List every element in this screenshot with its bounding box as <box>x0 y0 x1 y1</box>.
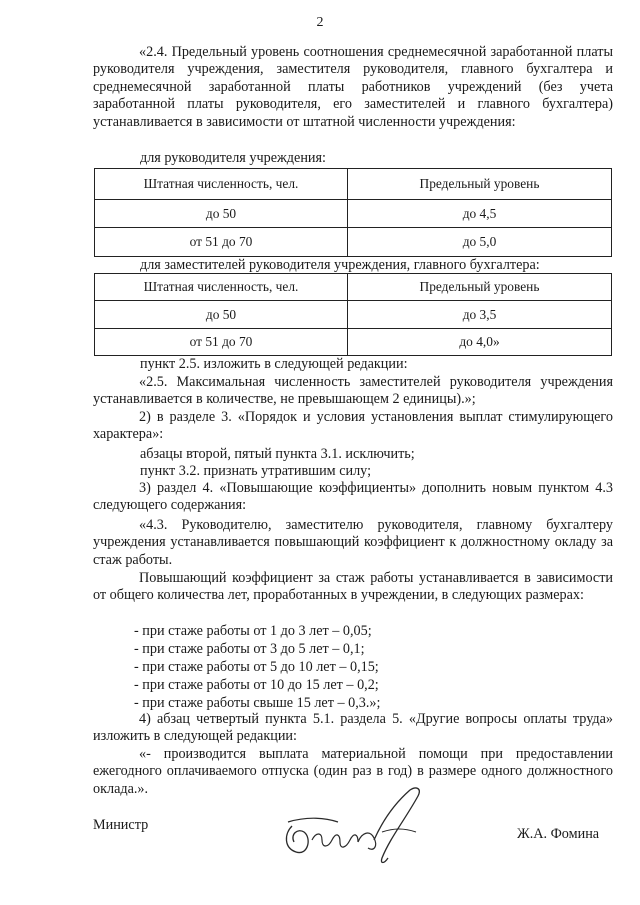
table-row <box>95 200 612 228</box>
list-item: - при стаже работы от 1 до 3 лет – 0,05; <box>134 623 372 639</box>
cell-limit: до 4,0» <box>348 329 612 356</box>
paragraph-item-2: 2) в разделе 3. «Порядок и условия установления выплат стимулирующего характера»: <box>93 409 613 443</box>
cell-limit: до 5,0 <box>348 228 612 257</box>
paragraph-final: «- производится выплата материальной помощи при предоставлении ежегодного оплачиваемого отпуска (один раз в год) в размере одного должностного оклада.». <box>93 746 613 797</box>
cell-limit: до 4,5 <box>348 200 612 228</box>
paragraph-coefficient: Повышающий коэффициент за стаж работы устанавливается в зависимости от общего количества лет, проработанных в учреждении, в следующих размерах: <box>93 570 613 604</box>
table1-caption: для руководителя учреждения: <box>140 150 326 166</box>
paragraph-item-4: 4) абзац четвертый пункта 5.1. раздела 5. «Другие вопросы оплаты труда» изложить в следующей редакции: <box>93 711 613 745</box>
header-headcount: Штатная численность, чел. <box>95 274 348 301</box>
line-point-3-2: пункт 3.2. признать утратившим силу; <box>140 463 372 479</box>
table2-caption: для заместителей руководителя учреждения, главного бухгалтера: <box>140 257 540 273</box>
table-row <box>95 301 612 329</box>
page-number: 2 <box>316 15 324 30</box>
table-row <box>95 228 612 257</box>
handwritten-signature <box>278 782 438 872</box>
paragraph-2-5: «2.5. Максимальная численность заместителей руководителя учреждения устанавливается в количестве, не превышающем 2 единицы).»; <box>93 374 613 408</box>
header-limit: Предельный уровень <box>348 169 612 200</box>
line-point-2-5: пункт 2.5. изложить в следующей редакции: <box>140 356 408 372</box>
list-item: - при стаже работы свыше 15 лет – 0,3.»; <box>134 695 381 711</box>
signatory-title: Министр <box>93 817 149 833</box>
table-director-limits <box>94 168 612 257</box>
header-headcount: Штатная численность, чел. <box>95 169 348 200</box>
list-item: - при стаже работы от 5 до 10 лет – 0,15; <box>134 659 379 675</box>
cell-headcount: до 50 <box>95 301 348 329</box>
cell-limit: до 3,5 <box>348 301 612 329</box>
list-item: - при стаже работы от 10 до 15 лет – 0,2; <box>134 677 379 693</box>
cell-headcount: до 50 <box>95 200 348 228</box>
paragraph-2-4: «2.4. Предельный уровень соотношения среднемесячной заработанной платы руководителя учреждения, заместителя руководителя, главного бухгалтера и среднемесячной заработанной платы работников учреждений (без учета заработанной платы руководителя, его заместителей и главного бухгалтера) устанавливается в зависимости от штатной численности учреждения: <box>93 44 613 130</box>
table-deputy-limits <box>94 273 612 356</box>
table-header-row <box>95 169 612 200</box>
line-paragraphs-exclude: абзацы второй, пятый пункта 3.1. исключить; <box>140 446 415 462</box>
paragraph-4-3: «4.3. Руководителю, заместителю руководителя, главному бухгалтеру учреждения устанавливается повышающий коэффициент к должностному окладу за стаж работы. <box>93 517 613 568</box>
table-row <box>95 329 612 356</box>
list-item: - при стаже работы от 3 до 5 лет – 0,1; <box>134 641 365 657</box>
paragraph-item-3: 3) раздел 4. «Повышающие коэффициенты» дополнить новым пунктом 4.3 следующего содержания: <box>93 480 613 514</box>
table-header-row <box>95 274 612 301</box>
signatory-name: Ж.А. Фомина <box>517 826 600 842</box>
cell-headcount: от 51 до 70 <box>95 329 348 356</box>
header-limit: Предельный уровень <box>348 274 612 301</box>
cell-headcount: от 51 до 70 <box>95 228 348 257</box>
